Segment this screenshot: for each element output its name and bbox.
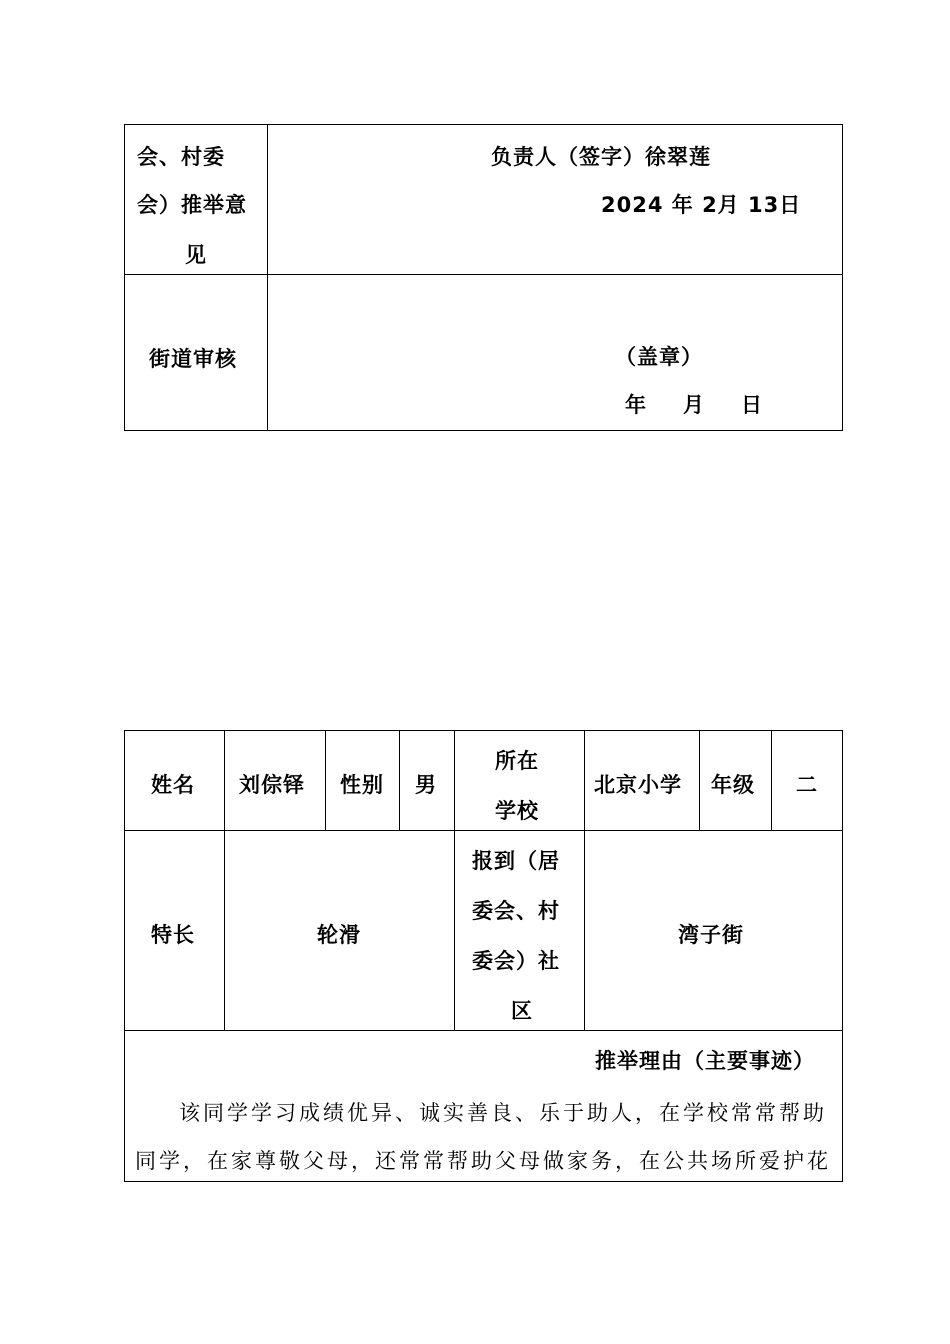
signature-line: 负责人（签字）徐翠莲	[491, 145, 711, 169]
divider	[699, 731, 700, 830]
review-date: 年 月 日	[625, 393, 770, 417]
community-label-line-4: 区	[511, 999, 533, 1023]
recommendation-date: 2024 年 2月 13日	[601, 193, 802, 217]
divider	[125, 274, 842, 275]
school-label-line-2: 学校	[495, 799, 539, 823]
divider	[325, 731, 326, 830]
review-table	[124, 124, 843, 431]
gender-value: 男	[415, 773, 437, 797]
community-value: 湾子街	[678, 923, 744, 947]
seal-label: （盖章）	[615, 345, 703, 369]
divider	[267, 125, 268, 430]
grade-value: 二	[796, 773, 818, 797]
name-label: 姓名	[151, 773, 195, 797]
recommendation-label-line-2: 会）推举意	[137, 193, 247, 217]
specialty-value: 轮滑	[317, 923, 361, 947]
divider	[125, 1030, 842, 1031]
reason-line-2: 同学，在家尊敬父母，还常常帮助父母做家务，在公共场所爱护花	[135, 1149, 831, 1173]
divider	[399, 731, 400, 830]
recommendation-label-line-1: 会、村委	[137, 145, 225, 169]
reason-line-1: 该同学学习成绩优异、诚实善良、乐于助人，在学校常常帮助	[179, 1101, 827, 1125]
divider	[125, 830, 842, 831]
community-label-line-3: 委会）社	[472, 949, 560, 973]
student-info-table	[124, 730, 843, 1182]
gender-label: 性别	[340, 773, 384, 797]
divider	[454, 731, 455, 1030]
street-review-label: 街道审核	[149, 347, 237, 371]
recommendation-label-line-3: 见	[185, 243, 207, 267]
school-value: 北京小学	[594, 773, 682, 797]
grade-label: 年级	[711, 773, 755, 797]
reason-title: 推举理由（主要事迹）	[595, 1049, 815, 1073]
name-value: 刘倧铎	[239, 773, 305, 797]
divider	[584, 731, 585, 1030]
divider	[771, 731, 772, 830]
community-label-line-1: 报到（居	[472, 849, 560, 873]
divider	[224, 731, 225, 1030]
specialty-label: 特长	[151, 923, 195, 947]
community-label-line-2: 委会、村	[472, 899, 560, 923]
school-label-line-1: 所在	[495, 749, 539, 773]
